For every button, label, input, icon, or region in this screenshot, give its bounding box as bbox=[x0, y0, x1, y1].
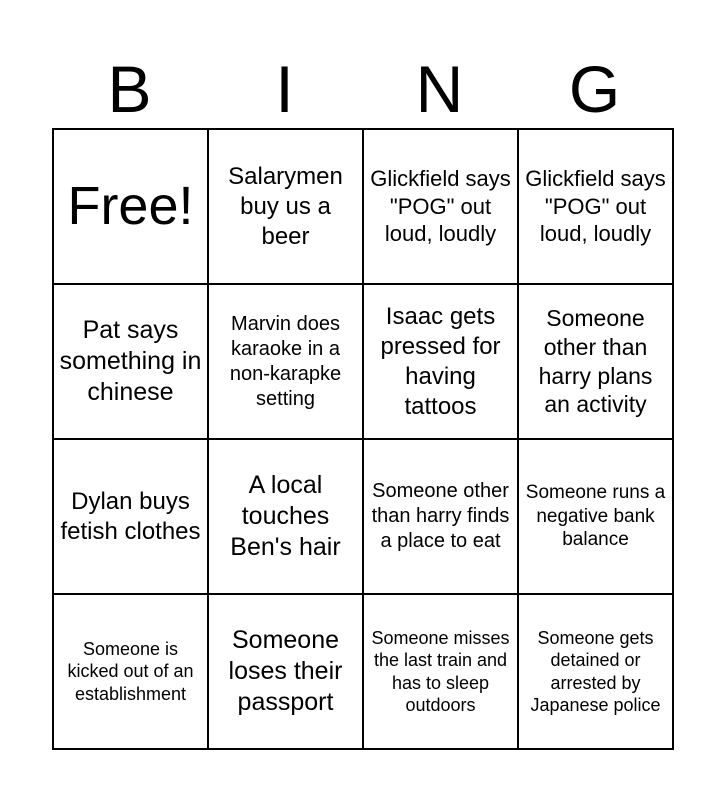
bingo-cell[interactable]: Glickfield says "POG" out loud, loudly bbox=[518, 129, 673, 284]
bingo-cell[interactable]: Someone is kicked out of an establishment bbox=[53, 594, 208, 749]
bingo-cell[interactable]: Someone misses the last train and has to sleep outdoors bbox=[363, 594, 518, 749]
bingo-row bbox=[53, 594, 673, 749]
bingo-cell[interactable]: Someone loses their passport bbox=[208, 594, 363, 749]
bingo-row bbox=[53, 129, 673, 284]
header-letter-i: I bbox=[275, 52, 294, 126]
bingo-cell[interactable]: Someone runs a negative bank balance bbox=[518, 439, 673, 594]
bingo-cell[interactable]: Glickfield says "POG" out loud, loudly bbox=[363, 129, 518, 284]
bingo-cell[interactable]: Marvin does karaoke in a non-karapke setting bbox=[208, 284, 363, 439]
bingo-cell[interactable]: Dylan buys fetish clothes bbox=[53, 439, 208, 594]
bingo-cell[interactable]: A local touches Ben's hair bbox=[208, 439, 363, 594]
header-letter-n: N bbox=[415, 52, 464, 126]
bingo-cell[interactable]: Salarymen buy us a beer bbox=[208, 129, 363, 284]
bingo-cell[interactable]: Someone other than harry plans an activity bbox=[518, 284, 673, 439]
bingo-cell[interactable]: Pat says something in chinese bbox=[53, 284, 208, 439]
bingo-cell[interactable]: Isaac gets pressed for having tattoos bbox=[363, 284, 518, 439]
header-letter-b: B bbox=[107, 52, 152, 126]
bingo-cell-free-space[interactable]: Free! bbox=[53, 129, 208, 284]
bingo-cell[interactable]: Someone other than harry finds a place to eat bbox=[363, 439, 518, 594]
header-letter-g: G bbox=[568, 52, 621, 126]
bingo-header bbox=[52, 50, 672, 128]
bingo-row bbox=[53, 439, 673, 594]
bingo-row bbox=[53, 284, 673, 439]
bingo-card-grid bbox=[52, 128, 674, 750]
bingo-cell[interactable]: Someone gets detained or arrested by Japanese police bbox=[518, 594, 673, 749]
